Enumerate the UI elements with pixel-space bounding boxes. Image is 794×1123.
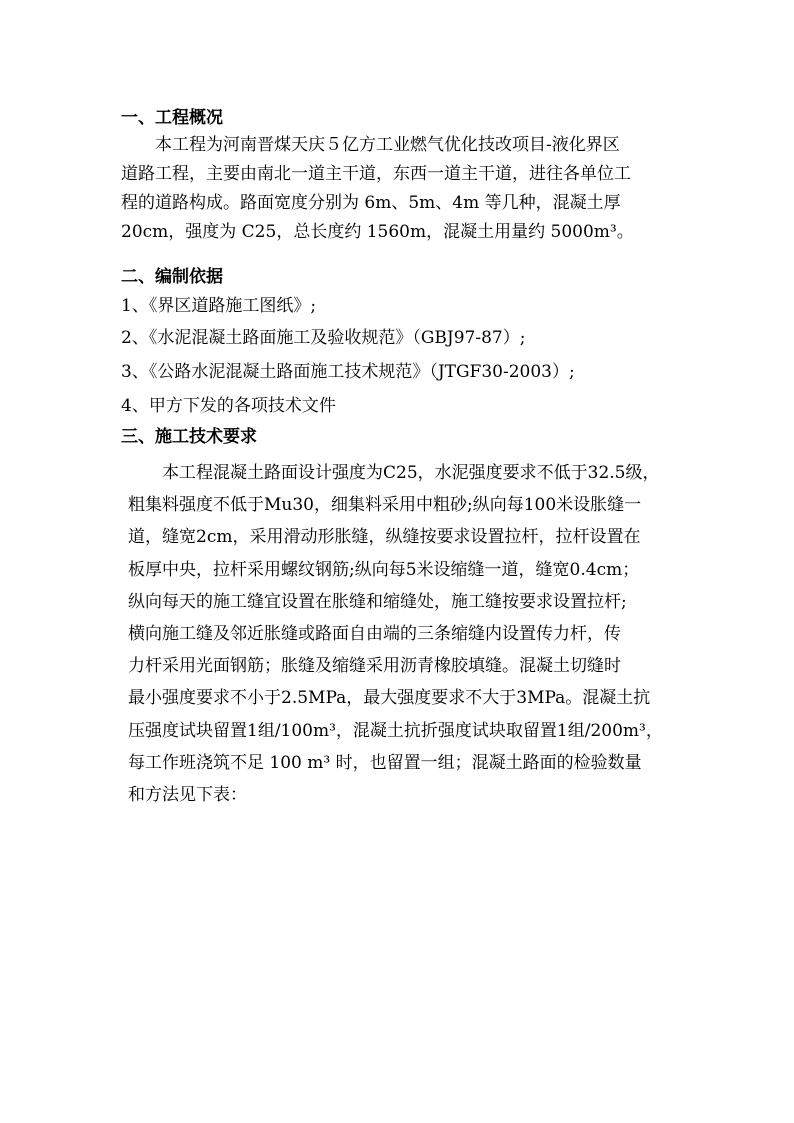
paragraph-line: 板厚中央，拉杆采用螺纹钢筋;纵向每5米设缩缝一道，缝宽0.4cm；	[128, 559, 640, 580]
overview-paragraph	[121, 131, 681, 247]
section-heading-overview: 一、工程概况	[121, 108, 223, 128]
paragraph-line: 20cm，强度为 C25，总长度约 1560m，混凝土用量约 5000m³。	[121, 222, 634, 242]
section-heading-tech-requirements: 三、施工技术要求	[121, 427, 257, 447]
paragraph-line: 纵向每天的施工缝宜设置在胀缝和缩缝处，施工缝按要求设置拉杆;	[128, 591, 627, 612]
paragraph-line: 道，缝宽2cm，采用滑动形胀缝，纵缝按要求设置拉杆，拉杆设置在	[128, 527, 641, 548]
basis-item-4: 4、甲方下发的各项技术文件	[121, 396, 336, 416]
basis-item-1: 1、《界区道路施工图纸》;	[121, 296, 317, 316]
paragraph-line: 压强度试块留置1组/100m³，混凝土抗折强度试块取留置1组/200m³，	[128, 720, 663, 741]
paragraph-line: 粗集料强度不低于Mu30，细集料采用中粗砂;纵向每100米设胀缝一	[128, 495, 642, 516]
paragraph-line: 力杆采用光面钢筋；胀缝及缩缝采用沥青橡胶填缝。混凝土切缝时	[128, 656, 621, 677]
paragraph-line: 本工程为河南晋煤天庆５亿方工业燃气优化技改项目-液化界区	[155, 135, 620, 155]
paragraph-line: 道路工程，主要由南北一道主干道，东西一道主干道，进往各单位工	[121, 164, 631, 184]
tech-requirements-paragraph	[128, 457, 688, 811]
paragraph-line: 最小强度要求不小于2.5MPa，最大强度要求不大于3MPa。混凝土抗	[128, 688, 651, 709]
section-heading-basis: 二、编制依据	[121, 267, 223, 287]
paragraph-line: 每工作班浇筑不足 100 m³ 时，也留置一组；混凝土路面的检验数量	[128, 752, 642, 773]
paragraph-line: 横向施工缝及邻近胀缝或路面自由端的三条缩缝内设置传力杆，传	[128, 624, 621, 645]
paragraph-line: 和方法见下表：	[128, 785, 247, 806]
paragraph-line: 本工程混凝土路面设计强度为C25，水泥强度要求不低于32.5级，	[162, 463, 660, 483]
basis-item-3: 3、《公路水泥混凝土路面施工技术规范》（JTGF30-2003）;	[121, 362, 575, 382]
basis-item-2: 2、《水泥混凝土路面施工及验收规范》（GBJ97-87）;	[121, 328, 526, 348]
paragraph-line: 程的道路构成。路面宽度分别为 6m、5m、4m 等几种，混凝土厚	[121, 193, 621, 213]
